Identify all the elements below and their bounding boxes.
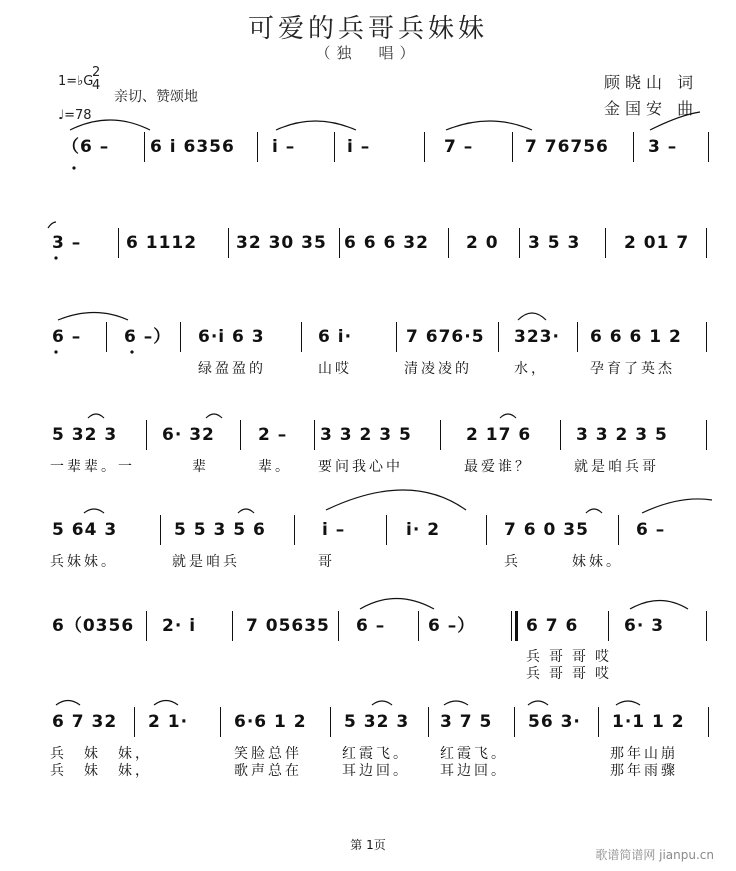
barline — [519, 228, 520, 258]
measure: 6 1112 — [126, 233, 198, 253]
barline — [134, 707, 135, 737]
measure: i· 2 — [406, 520, 441, 540]
measure: 7 – — [444, 137, 474, 157]
tempo-marking: 亲切、赞颂地 — [114, 89, 198, 105]
lyric: 兵 妹 妹， — [50, 746, 152, 762]
barline — [706, 420, 707, 450]
repeat-barline-thick — [515, 611, 518, 641]
measure: 5 32 3 — [52, 425, 118, 445]
lyric: 耳边回。 — [440, 763, 508, 779]
lyric: 兵 — [504, 554, 521, 570]
measure: 6 7 6 — [526, 616, 579, 636]
slur — [630, 601, 688, 610]
staff-system-3 — [0, 322, 736, 352]
staff-system-6 — [0, 611, 736, 641]
lyric: 哥 — [318, 554, 335, 570]
barline — [180, 322, 181, 352]
barline — [418, 611, 419, 641]
measure: 7 6 0 35 — [504, 520, 589, 540]
measure: 6 7 32 — [52, 712, 118, 732]
staff-system-5 — [0, 515, 736, 545]
barline — [339, 228, 340, 258]
lyric: 就是咱兵哥 — [574, 459, 659, 475]
barline — [330, 707, 331, 737]
time-signature — [92, 66, 100, 92]
slur — [500, 414, 516, 418]
lyric: 红霞飞。 — [342, 746, 410, 762]
barline — [257, 132, 258, 162]
lyric: 那年雨骤 — [610, 763, 678, 779]
slur — [372, 701, 392, 705]
lyric: 清凌凌的 — [404, 361, 472, 377]
page-number: 第 1页 — [350, 838, 386, 852]
measure: 6·i 6 3 — [198, 327, 265, 347]
lyric: 兵哥哥哎 — [526, 666, 618, 682]
barline — [144, 132, 145, 162]
measure: 3 7 5 — [440, 712, 493, 732]
barline — [440, 420, 441, 450]
barline — [118, 228, 119, 258]
barline — [240, 420, 241, 450]
barline — [706, 322, 707, 352]
measure: 3 3 2 3 5 — [576, 425, 668, 445]
staff-system-7 — [0, 707, 736, 737]
measure: 56 3· — [528, 712, 581, 732]
lyric: 最爱谁？ — [464, 459, 532, 475]
measure: 6（0356 — [52, 616, 135, 636]
barline — [338, 611, 339, 641]
measure: 3 3 2 3 5 — [320, 425, 412, 445]
watermark: 歌谱简谱网 jianpu.cn — [595, 848, 714, 862]
slur — [84, 509, 104, 513]
barline — [160, 515, 161, 545]
barline — [708, 707, 709, 737]
measure: i – — [347, 137, 371, 157]
measure: 1·1 1 2 — [612, 712, 685, 732]
lyric: 绿盈盈的 — [198, 361, 266, 377]
slur — [518, 313, 546, 320]
barline — [598, 707, 599, 737]
lyric: 妹妹。 — [572, 554, 623, 570]
measure: 2 1· — [148, 712, 189, 732]
slur — [206, 414, 222, 418]
measure: 6 6 6 32 — [344, 233, 429, 253]
slur — [56, 701, 80, 706]
barline — [334, 132, 335, 162]
barline — [314, 420, 315, 450]
lyric: 耳边回。 — [342, 763, 410, 779]
measure: 6 –） — [428, 616, 476, 636]
barline — [512, 132, 513, 162]
measure: 5 32 3 — [344, 712, 410, 732]
slur — [586, 509, 602, 513]
measure: 5 64 3 — [52, 520, 118, 540]
slur — [446, 121, 532, 130]
barline — [448, 228, 449, 258]
lyric: 水， — [514, 361, 548, 377]
barline — [301, 322, 302, 352]
lyric: 要问我心中 — [318, 459, 403, 475]
lyric: 兵哥哥哎 — [526, 649, 618, 665]
barline — [633, 132, 634, 162]
barline — [424, 132, 425, 162]
measure: 32 30 35 — [236, 233, 327, 253]
measure: 6 –） — [124, 327, 172, 347]
barline — [560, 420, 561, 450]
measure: i – — [322, 520, 346, 540]
lyric: 一辈辈。一 — [50, 459, 135, 475]
barline — [232, 611, 233, 641]
measure: （6 – — [62, 137, 110, 157]
measure: 3 – — [648, 137, 678, 157]
slur — [58, 313, 128, 321]
measure: 7 676·5 — [406, 327, 485, 347]
time-signature-bottom: 4 — [92, 78, 101, 93]
barline — [106, 322, 107, 352]
measure: 6 – — [356, 616, 386, 636]
tempo: ♩=78 — [58, 108, 92, 123]
slur — [238, 509, 254, 513]
lyric: 歌声总在 — [234, 763, 302, 779]
measure: 323· — [514, 327, 560, 347]
measure: 3 5 3 — [528, 233, 581, 253]
lyric: 笑脸总伴 — [234, 746, 302, 762]
time-signature-top: 2 — [92, 65, 101, 80]
lyric: 辈 — [192, 459, 209, 475]
song-subtitle: （独 唱） — [315, 44, 421, 62]
barline — [386, 515, 387, 545]
slur — [444, 701, 468, 705]
measure: 6 – — [52, 327, 82, 347]
slur — [88, 414, 104, 418]
song-title: 可爱的兵哥兵妹妹 — [247, 14, 488, 44]
lyricist: 顾晓山 词 — [604, 73, 699, 92]
measure: 2 17 6 — [466, 425, 532, 445]
measure: 2 – — [258, 425, 288, 445]
staff-system-2 — [0, 228, 736, 258]
barline — [220, 707, 221, 737]
barline — [708, 132, 709, 162]
measure: 5 5 3 5 6 — [174, 520, 266, 540]
measure: 7 05635 — [246, 616, 330, 636]
measure: 6· 32 — [162, 425, 215, 445]
slur — [616, 701, 640, 705]
barline — [618, 515, 619, 545]
measure: 7 76756 — [525, 137, 609, 157]
measure: 6 – — [636, 520, 666, 540]
barline — [146, 611, 147, 641]
measure: 6 6 6 1 2 — [590, 327, 682, 347]
barline — [294, 515, 295, 545]
measure: 6 i· — [318, 327, 353, 347]
measure: i – — [272, 137, 296, 157]
slur — [276, 121, 356, 130]
barline — [396, 322, 397, 352]
lyric: 兵妹妹。 — [50, 554, 118, 570]
repeat-barline — [511, 611, 512, 641]
staff-system-1 — [0, 132, 736, 162]
measure: 6· 3 — [624, 616, 665, 636]
barline — [706, 228, 707, 258]
slur — [154, 701, 178, 706]
lyric: 就是咱兵 — [172, 554, 240, 570]
slur — [360, 599, 434, 610]
measure: 2 01 7 — [624, 233, 690, 253]
octave-dot — [72, 166, 75, 169]
barline — [428, 707, 429, 737]
barline — [605, 228, 606, 258]
measure: 6·6 1 2 — [234, 712, 307, 732]
measure: 3 – — [52, 233, 82, 253]
lyric: 辈。 — [258, 459, 292, 475]
measure: 2· i — [162, 616, 197, 636]
lyric: 红霞飞。 — [440, 746, 508, 762]
barline — [608, 611, 609, 641]
slur — [528, 701, 548, 705]
barline — [228, 228, 229, 258]
lyric: 山哎 — [318, 361, 352, 377]
measure: 6 i 6356 — [150, 137, 235, 157]
barline — [514, 707, 515, 737]
measure: 2 0 — [466, 233, 499, 253]
slur — [326, 490, 466, 510]
staff-system-4 — [0, 420, 736, 450]
barline — [577, 322, 578, 352]
lyric: 孕育了英杰 — [590, 361, 675, 377]
composer: 金国安 曲 — [604, 99, 699, 118]
barline — [706, 611, 707, 641]
lyric: 兵 妹 妹， — [50, 763, 152, 779]
barline — [486, 515, 487, 545]
barline — [498, 322, 499, 352]
lyric: 那年山崩 — [610, 746, 678, 762]
barline — [146, 420, 147, 450]
slur — [642, 499, 712, 513]
key-signature: 1=♭G — [58, 74, 94, 89]
